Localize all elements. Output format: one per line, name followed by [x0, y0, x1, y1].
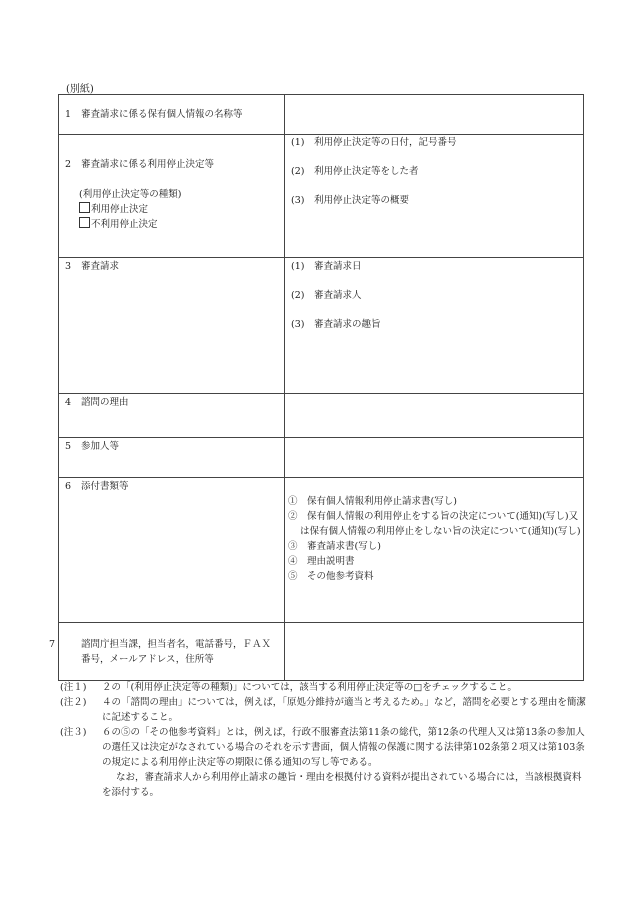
note-1-key: (注１)	[60, 682, 87, 693]
attachment-item-1: ① 保有個人情報利用停止請求書(写し)	[288, 496, 457, 507]
decision-kind-option-nonstop[interactable]: 不利用停止決定	[65, 217, 278, 232]
notes-section	[60, 680, 588, 800]
attachment-item-5: ⑤ その他参考資料	[288, 571, 374, 582]
row-2-label-cell	[59, 135, 285, 258]
decision-summary-item: (3) 利用停止決定等の概要	[291, 195, 409, 206]
note-3	[60, 725, 588, 800]
note-3-body-2: なお，審査請求人から利用停止請求の趣旨・理由を根拠付ける資料が提出されている場合には，当該根拠資料を添付する。	[102, 772, 582, 798]
review-request-form-table	[49, 94, 584, 681]
note-2-body: ４の「諮問の理由」については，例えば，「原処分維持が適当と考えるため。」など，諮問を必要とする理由を簡潔に記述すること。	[102, 697, 586, 723]
note-1-body: ２の「(利用停止決定等の種類)」については，該当する利用停止決定等の□をチェックすること。	[102, 682, 517, 693]
form-row-4	[59, 394, 584, 438]
request-date-item: (1) 審査請求日	[291, 261, 362, 272]
row-6-label: 添付書類等	[81, 481, 129, 492]
form-row-5	[59, 438, 584, 478]
row-5-label: 参加人等	[81, 441, 120, 452]
decision-maker-item: (2) 利用停止決定等をした者	[291, 166, 419, 177]
row-3-number: 3	[65, 261, 72, 272]
row-1-number: 1	[65, 109, 72, 120]
form-row-3	[59, 258, 584, 394]
row-4-label: 諮問の理由	[81, 397, 129, 408]
decision-kind-option-stop[interactable]: 利用停止決定	[65, 202, 278, 217]
row-1-value-cell[interactable]	[285, 95, 584, 135]
form-row-6	[59, 478, 584, 623]
row-7-label-cell	[49, 623, 285, 681]
note-2	[60, 695, 588, 725]
note-1	[60, 680, 588, 695]
requester-item: (2) 審査請求人	[291, 290, 362, 301]
checkbox-nonstop-decision[interactable]	[79, 217, 90, 228]
form-row-2	[59, 135, 584, 258]
row-5-value-cell[interactable]	[285, 438, 584, 478]
row-4-label-cell	[59, 394, 285, 438]
note-3-key: (注３)	[60, 727, 87, 738]
row-2-value-cell[interactable]	[285, 135, 584, 258]
attachment-item-4: ④ 理由説明書	[288, 556, 355, 567]
row-7-number: 7	[49, 639, 56, 650]
note-3-body: ６の⑤の「その他参考資料」とは，例えば，行政不服審査法第11条の総代，第12条の代理人又は第13条の参加人の選任又は決定がなされている場合のそれを示す書面，個人情報の保護に関する法律第102条第２項又は第103条の規定による利用停止決定等の期限に係る通知の写し等である。	[102, 727, 585, 768]
row-6-number: 6	[65, 481, 72, 492]
row-6-label-cell	[59, 478, 285, 623]
attachment-item-2: ② 保有個人情報の利用停止をする旨の決定について(通知)(写し)又は保有個人情報の利用停止をしない旨の決定について(通知)(写し)	[288, 511, 581, 537]
row-3-value-cell[interactable]	[285, 258, 584, 394]
attachment-item-3: ③ 審査請求書(写し)	[288, 541, 381, 552]
row-4-number: 4	[65, 397, 72, 408]
row-7-label: 諮問庁担当課，担当者名，電話番号，ＦＡＸ番号，メールアドレス，住所等	[81, 639, 272, 665]
form-row-1	[59, 95, 584, 135]
row-2-number: 2	[65, 159, 72, 170]
row-4-value-cell[interactable]	[285, 394, 584, 438]
checkbox-stop-decision[interactable]	[79, 202, 90, 213]
note-2-key: (注２)	[60, 697, 87, 708]
request-purpose-item: (3) 審査請求の趣旨	[291, 319, 381, 330]
row-5-number: 5	[65, 441, 72, 452]
row-5-label-cell	[59, 438, 285, 478]
decision-kind-title: (利用停止決定等の種類)	[79, 189, 182, 200]
row-1-label: 審査請求に係る保有個人情報の名称等	[81, 109, 243, 120]
row-2-label: 審査請求に係る利用停止決定等	[81, 159, 215, 170]
decision-date-item: (1) 利用停止決定等の日付，記号番号	[291, 137, 457, 148]
row-6-value-cell[interactable]	[285, 478, 584, 623]
row-3-label: 審査請求	[81, 261, 120, 272]
form-row-7	[59, 623, 584, 681]
row-7-value-cell[interactable]	[285, 623, 584, 681]
row-1-label-cell	[59, 95, 285, 135]
row-3-label-cell	[59, 258, 285, 394]
page-label: (別紙)	[66, 84, 94, 95]
